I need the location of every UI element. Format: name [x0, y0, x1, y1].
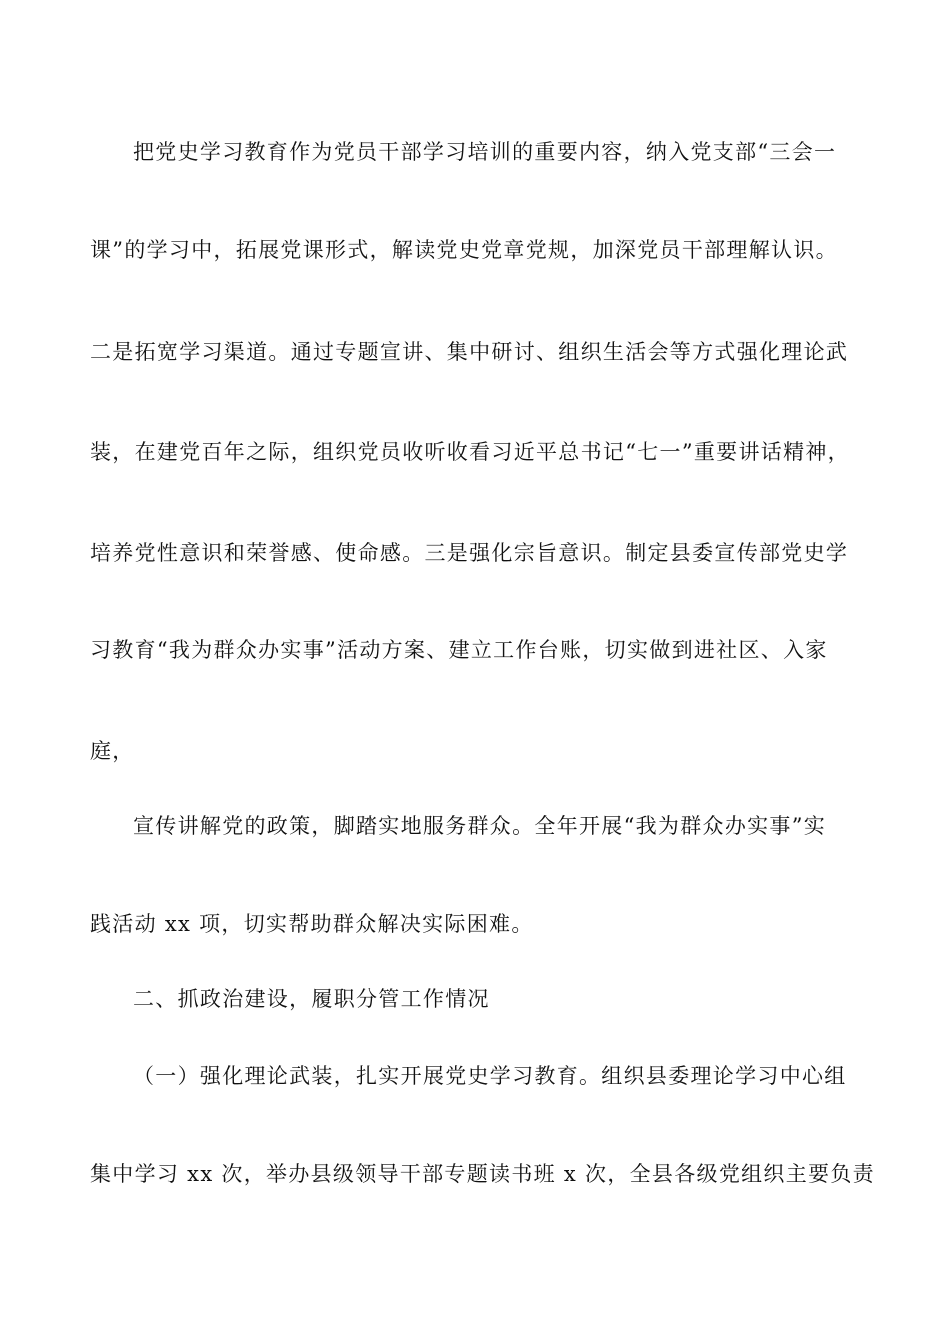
subsection-line: （一）强化理论武装，扎实开展党史学习教育。组织县委理论学习中心组: [133, 1064, 847, 1088]
paragraph-line: 习教育“我为群众办实事”活动方案、建立工作台账，切实做到进社区、入家: [90, 638, 828, 662]
paragraph-line: 把党史学习教育作为党员干部学习培训的重要内容，纳入党支部“三会一: [133, 140, 837, 164]
paragraph-line: 庭，: [90, 739, 135, 763]
section-heading: 二、抓政治建设，履职分管工作情况: [133, 987, 490, 1011]
paragraph-line: 集中学习 xx 次，举办县级领导干部专题读书班 x 次，全县各级党组织主要负责: [90, 1162, 875, 1186]
paragraph-line: 装，在建党百年之际，组织党员收听收看习近平总书记“七一”重要讲话精神，: [90, 440, 850, 464]
paragraph-line: 培养党性意识和荣誉感、使命感。三是强化宗旨意识。制定县委宣传部党史学: [90, 541, 849, 565]
paragraph-line: 课”的学习中，拓展党课形式，解读党史党章党规，加深党员干部理解认识。: [90, 238, 838, 262]
paragraph-line: 践活动 xx 项，切实帮助群众解决实际困难。: [90, 912, 534, 936]
paragraph-line: 宣传讲解党的政策，脚踏实地服务群众。全年开展“我为群众办实事”实: [133, 814, 827, 838]
paragraph-line: 二是拓宽学习渠道。通过专题宣讲、集中研讨、组织生活会等方式强化理论武: [90, 340, 849, 364]
